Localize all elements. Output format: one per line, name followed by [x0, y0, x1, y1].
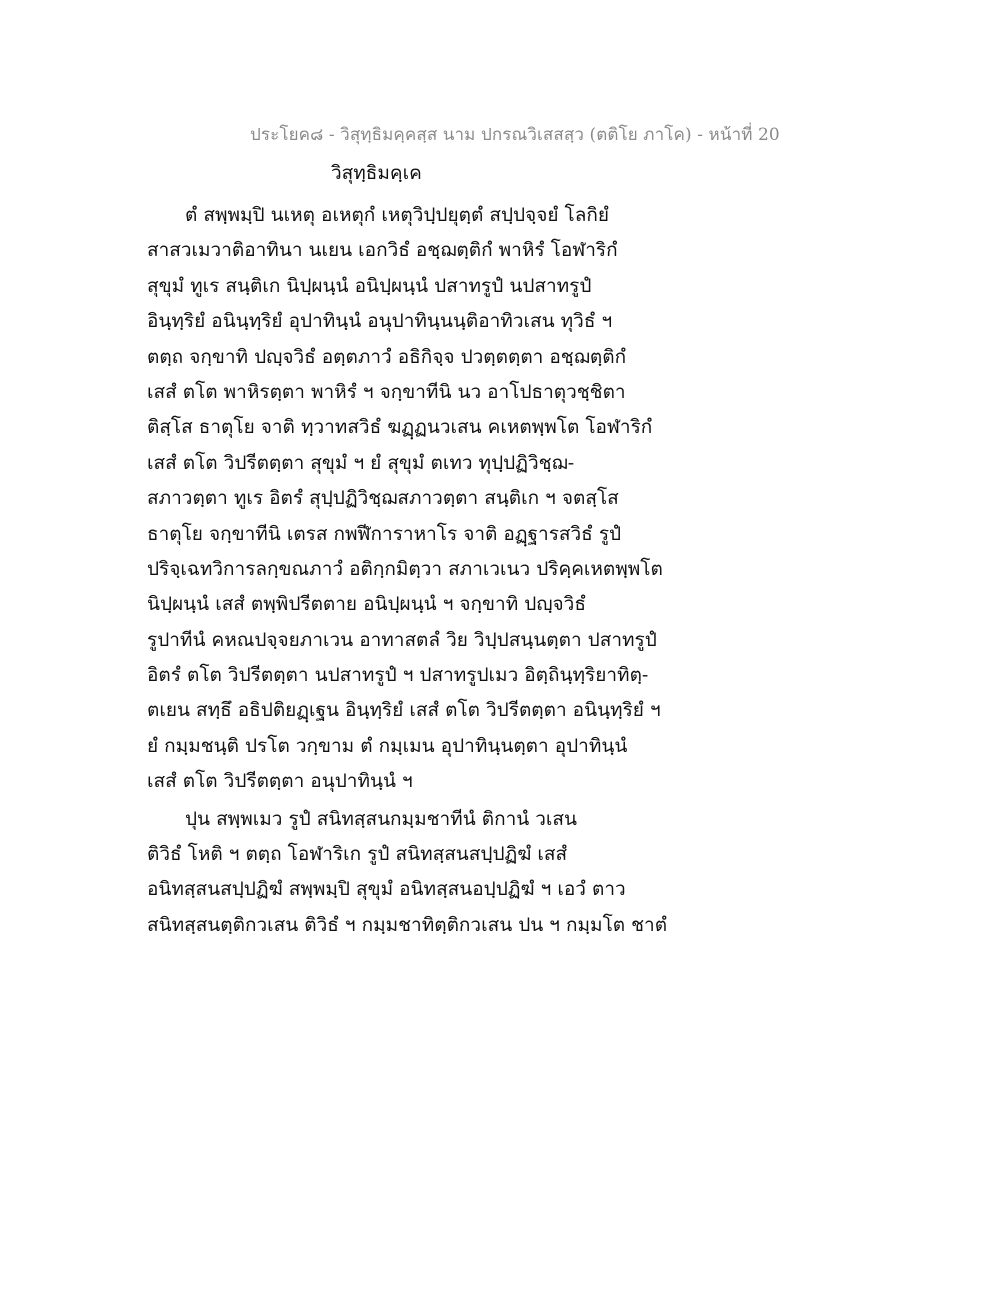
running-header: ประโยค๘ - วิสุทฺธิมคฺคสฺส นาม ปกรณวิเสสสฺว (ตติโย ภาโค) - หน้าที่ 20 [250, 125, 780, 145]
text-line: ติวิธํ โหติ ฯ ตตฺถ โอฬาริเก รูปํ สนิทสฺสนสปฺปฏิฆํ เสสํ [147, 843, 568, 866]
text-line: อิตรํ ตโต วิปรีตตฺตา นปสาทรูปํ ฯ ปสาทรูปเมว อิตฺถินฺทฺริยาทิตฺ- [147, 664, 649, 687]
text-line: ธาตุโย จกฺขาทีนิ เตรส กพฬีการาหาโร จาติ อฏฺฐารสวิธํ รูปํ [147, 522, 622, 545]
text-line: ตํ สพฺพมฺปิ นเหตุ อเหตุกํ เหตุวิปฺปยุตฺตํ สปฺปจฺจยํ โลกิยํ [185, 204, 609, 226]
text-line: ติสฺโส ธาตุโย จาติ ทฺวาทสวิธํ ฆฏฺฏนวเสน คเหตพฺพโต โอฬาริกํ [147, 416, 653, 439]
text-line: ตเยน สทฺธึ อธิปติยฏฺเฐน อินฺทฺริยํ เสสํ ตโต วิปรีตตฺตา อนินฺทฺริยํ ฯ [147, 699, 661, 722]
text-line: นิปฺผนฺนํ เสสํ ตพฺพิปรีตตาย อนิปฺผนฺนํ ฯ จกฺขาทิ ปญฺจวิธํ [147, 593, 586, 616]
text-line: สภาวตฺตา ทูเร อิตรํ สุปฺปฏิวิชฺฌสภาวตฺตา สนฺติเก ฯ จตสฺโส [147, 487, 619, 510]
text-line: อินฺทฺริยํ อนินฺทฺริยํ อุปาทินฺนํ อนุปาทินฺนนฺติอาทิวเสน ทุวิธํ ฯ [147, 310, 613, 333]
text-line: เสสํ ตโต วิปรีตตฺตา สุขุมํ ฯ ยํ สุขุมํ ตเทว ทุปฺปฏิวิชฺฌ- [147, 451, 575, 474]
text-line: ปริจฺเฉทวิการลกฺขณภาวํ อติกฺกมิตฺวา สภาเวเนว ปริคฺคเหตพฺพโต [147, 557, 663, 580]
text-line: สุขุมํ ทูเร สนฺติเก นิปฺผนฺนํ อนิปฺผนฺนํ ปสาทรูปํ นปสาทรูปํ [147, 274, 592, 297]
text-line: เสสํ ตโต พาหิรตฺตา พาหิรํ ฯ จกฺขาทีนิ นว อาโปธาตุวชฺชิตา [147, 380, 626, 403]
text-line: ปุน สพฺพเมว รูปํ สนิทสฺสนกมฺมชาทีนํ ติกานํ วเสน [185, 807, 578, 830]
text-line: ตตฺถ จกฺขาทิ ปญฺจวิธํ อตฺตภาวํ อธิกิจฺจ ปวตฺตตฺตา อชฺฌตฺติกํ [147, 345, 627, 368]
body-text [147, 198, 707, 943]
text-line: สาสวเมวาติอาทินา นเยน เอกวิธํ อชฺฌตฺติกํ พาหิรํ โอฬาริกํ [147, 239, 618, 262]
section-title: วิสุทฺธิมคฺเค [331, 162, 422, 184]
paragraph-1 [147, 198, 707, 800]
text-line: ยํ กมฺมชนฺติ ปรโต วกฺขาม ตํ กมฺเมน อุปาทินฺนตฺตา อุปาทินฺนํ [147, 734, 628, 757]
paragraph-2 [147, 802, 707, 944]
text-line: รูปาทีนํ คหณปจฺจยภาเวน อาทาสตลํ วิย วิปฺปสนฺนตฺตา ปสาทรูปํ [147, 628, 657, 651]
text-line: สนิทสฺสนตฺติกวเสน ติวิธํ ฯ กมฺมชาทิตฺติกวเสน ปน ฯ กมฺมโต ชาตํ [147, 913, 668, 936]
text-line: เสสํ ตโต วิปรีตตฺตา อนุปาทินฺนํ ฯ [147, 770, 413, 793]
text-line: อนิทสฺสนสปฺปฏิฆํ สพฺพมฺปิ สุขุมํ อนิทสฺสนอปฺปฏิฆํ ฯ เอวํ ตาว [147, 878, 626, 901]
